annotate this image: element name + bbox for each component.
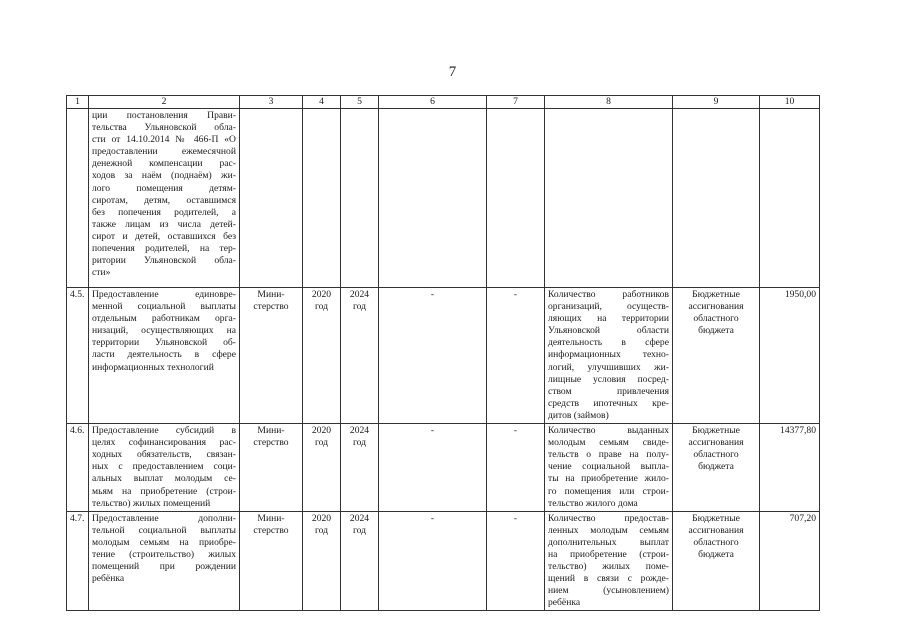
column-6-cell: - <box>379 288 487 424</box>
text-line: ребёнка <box>92 573 125 585</box>
text-line: молодым семьям свиде- <box>548 437 669 449</box>
column-6-cell: - <box>379 424 487 512</box>
text-line: Мини- <box>257 425 285 437</box>
text-line: информационных техно- <box>548 349 669 361</box>
start-year-cell <box>303 511 341 611</box>
text-line: 2024 <box>349 289 370 300</box>
text-line: на приобретение (строи- <box>548 548 669 560</box>
text-line: ты на приобретение жило- <box>548 473 669 485</box>
text-line: нием (усыновлением) <box>548 585 669 597</box>
column-number: 2 <box>89 96 240 109</box>
row-number-cell <box>67 109 89 288</box>
text-line: Ульяновской области <box>548 325 669 337</box>
text-line: деятельность в сфере <box>548 337 669 349</box>
indicator-cell <box>545 288 673 424</box>
text-line: ходов за наём (поднаём) жи- <box>92 170 236 182</box>
text-line: 2024 <box>349 512 370 524</box>
text-line: сти» <box>92 267 111 279</box>
text-line: год <box>352 437 367 449</box>
text-line: ляющих на территории <box>548 313 669 325</box>
text-line: организаций, осуществ- <box>548 301 669 313</box>
text-line: помещений при рождении <box>92 561 236 573</box>
text-line: го помещения или строи- <box>548 485 669 497</box>
text-line: областного <box>693 449 739 461</box>
text-line: бюджета <box>698 325 734 337</box>
text-line: Предоставление дополни- <box>92 512 236 524</box>
text-line: без попечения родителей, а <box>92 206 236 218</box>
column-number: 8 <box>545 96 673 109</box>
text-line: стерство <box>253 524 289 536</box>
text-line: менной социальной выплаты <box>92 301 236 313</box>
end-year-cell <box>341 424 379 512</box>
text-line: бюджета <box>698 461 734 473</box>
text-line: лищные условия посред- <box>548 373 669 385</box>
page-number: 7 <box>448 64 457 80</box>
text-line: дополнительных выплат <box>548 536 669 548</box>
text-line: ции постановления Прави- <box>92 110 236 121</box>
executor-cell <box>240 109 303 288</box>
column-7-cell: - <box>487 424 545 512</box>
text-line: низаций, осуществляющих на <box>92 325 236 337</box>
text-line: год <box>314 301 329 313</box>
text-line: областного <box>693 536 739 548</box>
column-number: 10 <box>760 96 820 109</box>
amount-cell <box>760 109 820 288</box>
text-line: ством привлечения <box>548 385 669 397</box>
text-line: также лицам из числа детей- <box>92 218 236 230</box>
column-number: 9 <box>673 96 760 109</box>
amount-cell: 14377,80 <box>760 424 820 512</box>
text-line: тельство жилого дома <box>548 497 638 509</box>
description-cell <box>89 288 240 424</box>
text-line: ассигнования <box>688 524 744 536</box>
amount-cell: 707,20 <box>760 511 820 611</box>
end-year-cell <box>341 288 379 424</box>
text-line: мьям на приобретение (строи- <box>92 485 236 497</box>
funding-source-cell <box>673 109 760 288</box>
description-cell <box>89 511 240 611</box>
text-line: тение (строительство) жилых <box>92 548 236 560</box>
column-number: 6 <box>379 96 487 109</box>
text-line: альных выплат молодым се- <box>92 473 236 485</box>
text-line: стерство <box>253 437 289 449</box>
indicator-cell <box>545 511 673 611</box>
text-line: тельства Ульяновской обла- <box>92 122 236 134</box>
text-line: Бюджетные <box>692 512 740 524</box>
column-number: 7 <box>487 96 545 109</box>
description-cell <box>89 424 240 512</box>
column-number: 1 <box>67 96 89 109</box>
column-number-row <box>67 96 820 109</box>
text-line: чение социальной выпла- <box>548 461 669 473</box>
text-line: тельств о праве на полу- <box>548 449 669 461</box>
text-line: ассигнования <box>688 437 744 449</box>
continuation-row <box>67 109 820 288</box>
text-line: молодым семьям на приобре- <box>92 536 236 548</box>
end-year-cell <box>341 109 379 288</box>
text-line: отдельным работникам орга- <box>92 313 236 325</box>
text-line: стерство <box>253 301 289 313</box>
text-line: 2024 <box>349 425 370 437</box>
text-line: 2020 <box>311 289 332 300</box>
start-year-cell <box>303 424 341 512</box>
program-table <box>66 95 820 611</box>
table-row <box>67 511 820 611</box>
text-line: ассигнования <box>688 301 744 313</box>
funding-source-cell <box>673 424 760 512</box>
column-7-cell <box>487 109 545 288</box>
text-line: сиротам, детям, оставшимся <box>92 194 236 206</box>
text-line: 2020 <box>311 512 332 524</box>
executor-cell <box>240 424 303 512</box>
start-year-cell <box>303 109 341 288</box>
description-cell <box>89 109 240 288</box>
indicator-cell <box>545 424 673 512</box>
text-line: предоставлении ежемесячной <box>92 146 236 158</box>
text-line: логий, улучшивших жи- <box>548 361 669 373</box>
text-line: Количество предостав- <box>548 512 669 524</box>
text-line: Мини- <box>257 512 285 524</box>
column-7-cell: - <box>487 511 545 611</box>
column-number: 3 <box>240 96 303 109</box>
text-line: год <box>314 437 329 449</box>
text-line: средств ипотечных кре- <box>548 397 669 409</box>
end-year-cell <box>341 511 379 611</box>
column-6-cell: - <box>379 511 487 611</box>
text-line: тельной социальной выплаты <box>92 524 236 536</box>
text-line: щений в связи с рожде- <box>548 573 669 585</box>
text-line: 2020 <box>311 425 332 437</box>
table-row <box>67 288 820 424</box>
indicator-cell <box>545 109 673 288</box>
text-line: информационных технологий <box>92 361 214 373</box>
start-year-cell <box>303 288 341 424</box>
text-line: Бюджетные <box>692 289 740 300</box>
text-line: территории Ульяновской об- <box>92 337 236 349</box>
text-line: денежной компенсации рас- <box>92 158 236 170</box>
text-line: попечения родителей, на тер- <box>92 243 236 255</box>
row-number-cell: 4.5. <box>67 288 89 424</box>
text-line: бюджета <box>698 548 734 560</box>
funding-source-cell <box>673 288 760 424</box>
text-line: Бюджетные <box>692 425 740 437</box>
text-line: ритории Ульяновской обла- <box>92 255 236 267</box>
executor-cell <box>240 511 303 611</box>
funding-source-cell <box>673 511 760 611</box>
text-line: ласти деятельность в сфере <box>92 349 236 361</box>
text-line: Количество выданных <box>548 425 669 437</box>
text-line: лого помещения детям- <box>92 182 236 194</box>
table-row <box>67 424 820 512</box>
text-line: Количество работников <box>548 289 669 300</box>
row-number-cell: 4.6. <box>67 424 89 512</box>
column-6-cell <box>379 109 487 288</box>
text-line: тельство) жилых поме- <box>548 561 669 573</box>
text-line: дитов (займов) <box>548 409 609 421</box>
text-line: год <box>314 524 329 536</box>
text-line: ных с предоставлением соци- <box>92 461 236 473</box>
text-line: ребёнка <box>548 597 581 609</box>
text-line: год <box>352 524 367 536</box>
column-number: 4 <box>303 96 341 109</box>
text-line: год <box>352 301 367 313</box>
text-line: областного <box>693 313 739 325</box>
column-number: 5 <box>341 96 379 109</box>
text-line: Мини- <box>257 289 285 300</box>
text-line: Предоставление субсидий в <box>92 425 236 437</box>
text-line: ленных молодым семьям <box>548 524 669 536</box>
text-line: Предоставление единовре- <box>92 289 236 300</box>
text-line: целях софинансирования рас- <box>92 437 236 449</box>
amount-cell: 1950,00 <box>760 288 820 424</box>
text-line: сти от 14.10.2014 № 466-П «О <box>92 134 236 146</box>
row-number-cell: 4.7. <box>67 511 89 611</box>
column-7-cell: - <box>487 288 545 424</box>
text-line: ходных обязательств, связан- <box>92 449 236 461</box>
executor-cell <box>240 288 303 424</box>
text-line: сирот и детей, оставшихся без <box>92 230 236 242</box>
text-line: тельство) жилых помещений <box>92 497 211 509</box>
